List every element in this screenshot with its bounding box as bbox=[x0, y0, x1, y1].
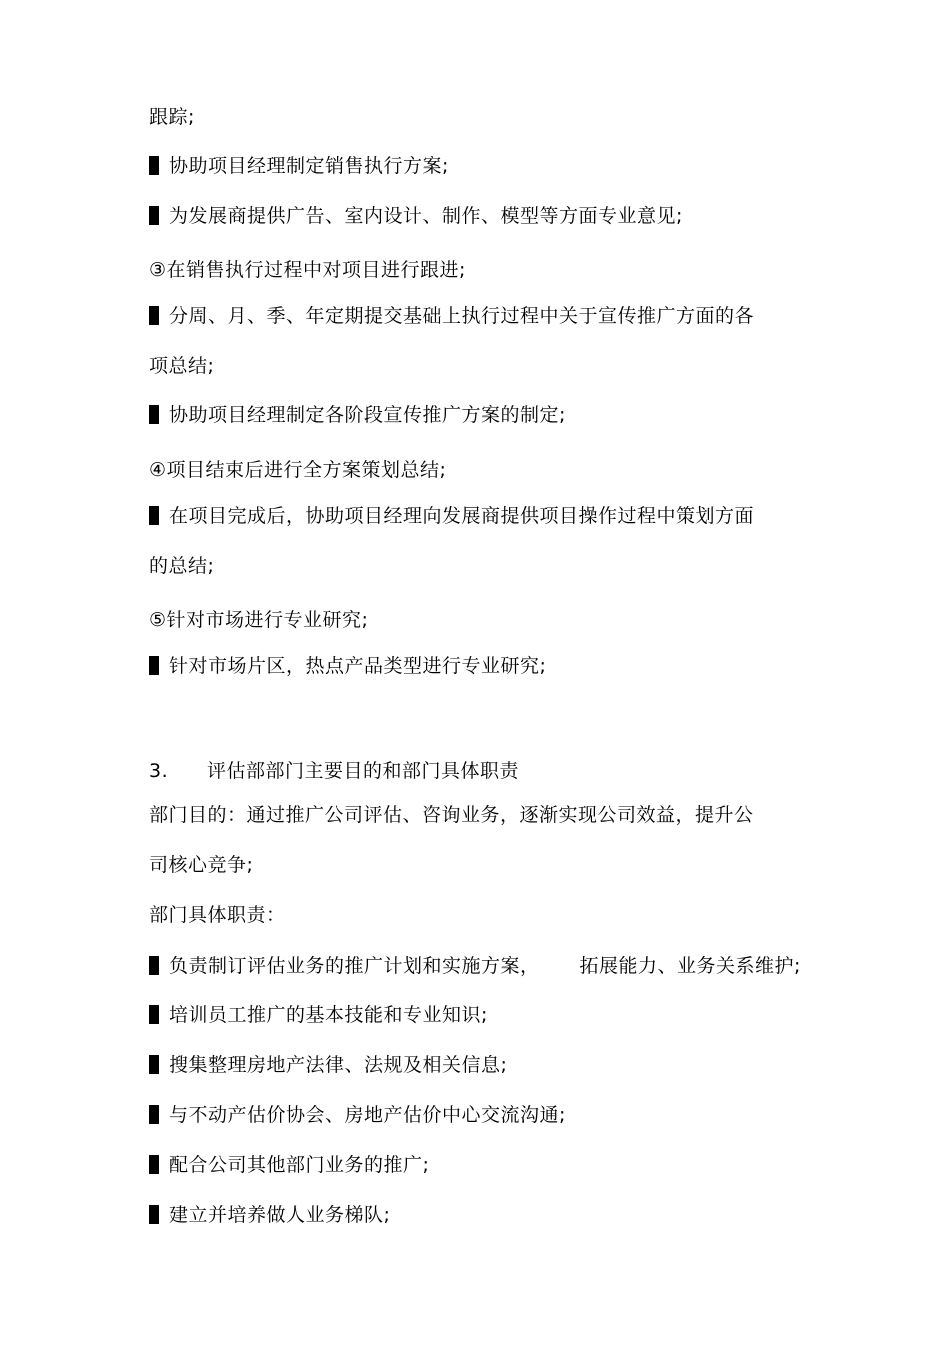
bullet-item: 配合公司其他部门业务的推广; bbox=[149, 1150, 429, 1180]
square-bullet-icon bbox=[149, 206, 159, 225]
square-bullet-icon bbox=[149, 1005, 159, 1024]
text-line: 部门目的：通过推广公司评估、咨询业务，逐渐实现公司效益，提升公 bbox=[149, 804, 754, 826]
bullet-item: 建立并培养做人业务梯队; bbox=[149, 1200, 390, 1230]
square-bullet-icon bbox=[149, 405, 159, 424]
bullet-item: 为发展商提供广告、室内设计、制作、模型等方面专业意见; bbox=[149, 201, 683, 231]
square-bullet-icon bbox=[149, 1155, 159, 1174]
square-bullet-icon bbox=[149, 656, 159, 675]
square-bullet-icon bbox=[149, 156, 159, 175]
square-bullet-icon bbox=[149, 1055, 159, 1074]
text-line: 司核心竞争; bbox=[149, 854, 254, 876]
text-line: 项总结; bbox=[149, 355, 215, 377]
text-line: 部门具体职责： bbox=[149, 904, 286, 926]
bullet-item: 协助项目经理制定各阶段宣传推广方案的制定; bbox=[149, 400, 566, 430]
bullet-item: 在项目完成后，协助项目经理向发展商提供项目操作过程中策划方面 bbox=[149, 501, 754, 531]
bullet-item: 分周、月、季、年定期提交基础上执行过程中关于宣传推广方面的各 bbox=[149, 301, 754, 331]
bullet-item: 负责制订评估业务的推广计划和实施方案， 拓展能力、业务关系维护; bbox=[149, 951, 801, 981]
bullet-item: 培训员工推广的基本技能和专业知识; bbox=[149, 1000, 488, 1030]
text-line: 的总结; bbox=[149, 555, 215, 577]
bullet-item: 与不动产估价协会、房地产估价中心交流沟通; bbox=[149, 1100, 566, 1130]
section-heading: 3. 评估部部门主要目的和部门具体职责 bbox=[149, 760, 520, 782]
square-bullet-icon bbox=[149, 956, 159, 975]
bullet-item: 协助项目经理制定销售执行方案; bbox=[149, 151, 449, 181]
square-bullet-icon bbox=[149, 1105, 159, 1124]
square-bullet-icon bbox=[149, 506, 159, 525]
square-bullet-icon bbox=[149, 1205, 159, 1224]
bullet-item: 搜集整理房地产法律、法规及相关信息; bbox=[149, 1050, 507, 1080]
bullet-item: 针对市场片区，热点产品类型进行专业研究; bbox=[149, 651, 546, 681]
square-bullet-icon bbox=[149, 306, 159, 325]
numbered-heading: ⑤针对市场进行专业研究; bbox=[149, 609, 369, 631]
numbered-heading: ③在销售执行过程中对项目进行跟进; bbox=[149, 259, 466, 281]
text-line: 跟踪; bbox=[149, 106, 195, 128]
numbered-heading: ④项目结束后进行全方案策划总结; bbox=[149, 459, 447, 481]
